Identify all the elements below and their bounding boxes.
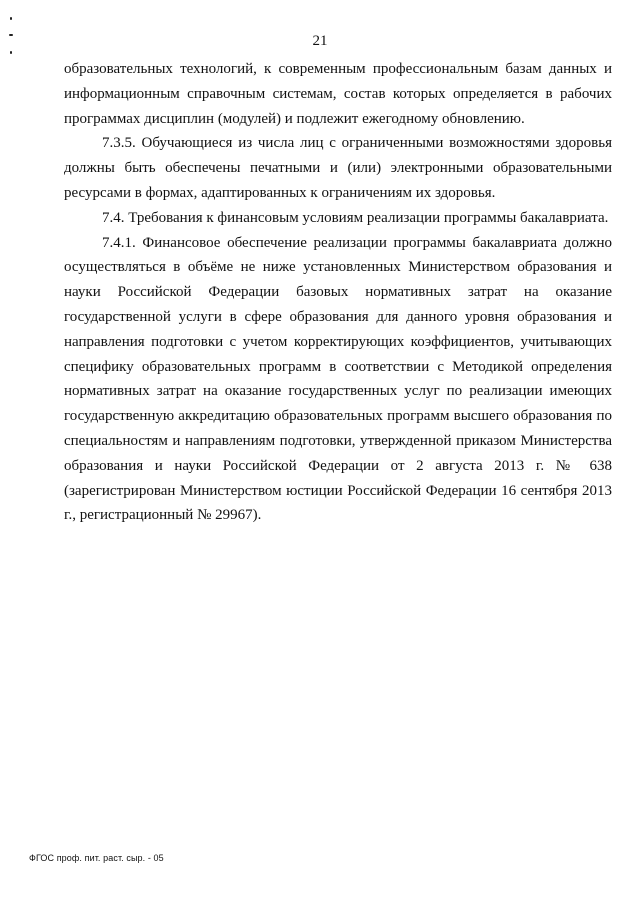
paragraph-7-3-5: 7.3.5. Обучающиеся из числа лиц с ограниченными возможностями здоровья должны быть обеспечены печатными и (или) электронными образовательными ресурсами в формах, адаптированных к ограничениям их здоровья. xyxy=(64,135,612,201)
page-number: 21 xyxy=(312,33,328,49)
paragraph-continuation: образовательных технологий, к современным профессиональным базам данных и информационным справочным системам, состав которых определяется в рабочих программах дисциплин (модулей) и подлежит ежегодному обновлению. xyxy=(64,61,612,127)
paragraph-7-4-heading: 7.4. Требования к финансовым условиям реализации программы бакалавриата. xyxy=(102,209,609,226)
scan-mark xyxy=(10,51,12,54)
scan-mark xyxy=(10,17,12,20)
paragraph-7-4-1: 7.4.1. Финансовое обеспечение реализации программы бакалавриата должно осуществляться в объёме не ниже установленных Министерством образования и науки Российской Федерации базовых нормативных затрат на оказание государственной услуги в сфере образования для данного уровня образования и направления подготовки с учетом корректирующих коэффициентов, учитывающих специфику образовательных программ в соответствии с Методикой определения нормативных затрат на оказание государственных услуг по реализации имеющих государственную аккредитацию образовательных программ высшего образования по специальностям и направлениям подготовки, утвержденной приказом Министерства образования и науки Российской Федерации от 2 августа 2013 г. № 638 (зарегистрирован Министерством юстиции Российской Федерации 16 сентября 2013 г., регистрационный № 29967). xyxy=(64,234,612,524)
body-text xyxy=(64,57,612,528)
page-footer: ФГОС проф. пит. раст. сыр. - 05 xyxy=(29,853,164,863)
